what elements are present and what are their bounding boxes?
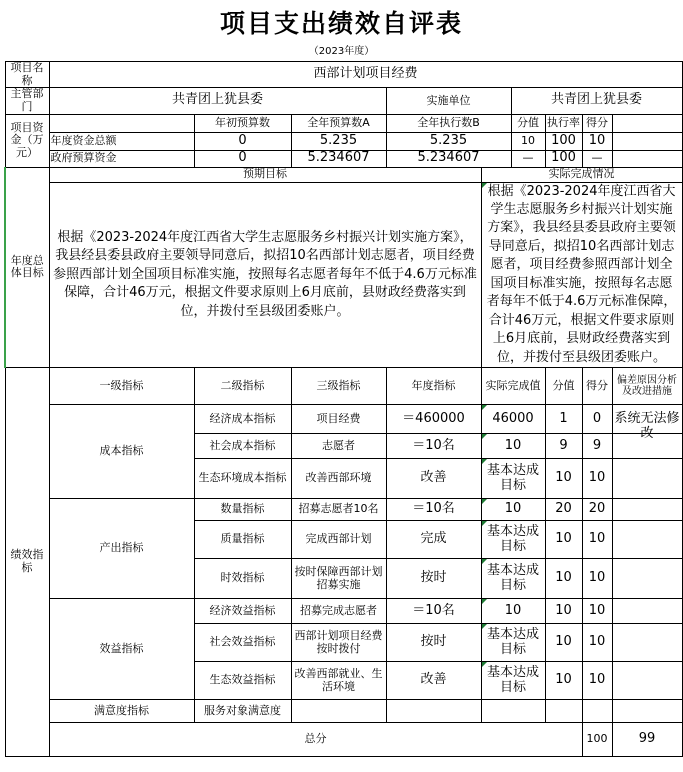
indicator-l2: 数量指标 (194, 499, 291, 521)
goal-content-row (5, 182, 682, 368)
indicator-l2-satisfaction: 服务对象满意度 (194, 700, 291, 723)
indicator-l2: 生态效益指标 (194, 662, 291, 700)
funds-initial[interactable]: 0 (194, 150, 291, 167)
total-score[interactable]: 100 (582, 723, 612, 757)
indicator-reason[interactable] (612, 624, 682, 662)
dept-value[interactable]: 共青团上犹县委 (49, 88, 386, 114)
indicator-l3 (291, 700, 386, 723)
indicator-score[interactable]: 9 (545, 434, 582, 459)
indicator-l3: 完成西部计划 (291, 521, 386, 559)
indicator-l2: 社会成本指标 (194, 434, 291, 459)
funds-header-rate: 执行率 (545, 114, 582, 132)
funds-blank (612, 150, 682, 167)
indicator-gained[interactable]: 20 (582, 499, 612, 521)
indicator-reason[interactable] (612, 700, 682, 723)
indicator-actual[interactable]: 基本达成目标 (481, 459, 545, 499)
goal-expected-header: 预期目标 (49, 167, 481, 182)
indicator-target[interactable]: ＝460000 (386, 405, 481, 434)
indicator-gained[interactable]: 0 (582, 405, 612, 434)
indicator-l2: 社会效益指标 (194, 624, 291, 662)
indicator-reason[interactable]: 系统无法修改 (612, 405, 682, 434)
perf-header-l3: 三级指标 (291, 368, 386, 405)
indicator-reason[interactable] (612, 559, 682, 599)
funds-header-budget: 全年预算数A (291, 114, 386, 132)
dept-row (5, 88, 682, 114)
year-label: （2023年度） (308, 46, 375, 57)
indicator-gained[interactable]: 10 (582, 459, 612, 499)
indicator-l2: 质量指标 (194, 521, 291, 559)
funds-header-executed: 全年执行数B (386, 114, 511, 132)
funds-header-initial: 年初预算数 (194, 114, 291, 132)
perf-label: 绩效指标 (5, 368, 49, 757)
indicator-score[interactable]: 10 (545, 624, 582, 662)
indicator-score[interactable]: 20 (545, 499, 582, 521)
goal-expected-text[interactable]: 根据《2023-2024年度江西省大学生志愿服务乡村振兴计划实施方案》，我县经县委县政府主要领导同意后，拟招10名西部计划志愿者，项目经费参照西部计划全国项目标准实施，按照每名志愿者每年不低于4.6万元标准保障，合计46万元，根据文件要求原则上6月底前，县财政经费落实到位，并拨付至县级团委账户。 (49, 182, 481, 368)
perf-header-l2: 二级指标 (194, 368, 291, 405)
funds-blank (612, 132, 682, 150)
funds-rate[interactable]: 100 (545, 150, 582, 167)
indicator-target[interactable] (386, 700, 481, 723)
indicator-reason[interactable] (612, 499, 682, 521)
indicator-l3: 改善西部环境 (291, 459, 386, 499)
funds-rate[interactable]: 100 (545, 132, 582, 150)
indicator-actual[interactable]: 基本达成目标 (481, 559, 545, 599)
indicator-gained[interactable] (582, 700, 612, 723)
indicator-score[interactable] (545, 700, 582, 723)
indicator-actual[interactable]: 10 (481, 434, 545, 459)
perf-header-actual: 实际完成值 (481, 368, 545, 405)
perf-header-l1: 一级指标 (49, 368, 194, 405)
indicator-row (5, 599, 682, 624)
page-title: 项目支出绩效自评表 (219, 9, 463, 38)
indicator-reason[interactable] (612, 521, 682, 559)
perf-header-row (5, 368, 682, 405)
indicator-score[interactable]: 10 (545, 459, 582, 499)
goal-label: 年度总体目标 (5, 167, 49, 368)
funds-row-gov (5, 150, 682, 167)
indicator-gained[interactable]: 10 (582, 599, 612, 624)
indicator-l1-satisfaction: 满意度指标 (49, 700, 194, 723)
funds-row-total (5, 132, 682, 150)
indicator-gained[interactable]: 9 (582, 434, 612, 459)
funds-executed[interactable]: 5.235 (386, 132, 511, 150)
indicator-l3: 按时保障西部计划招募实施 (291, 559, 386, 599)
project-row (5, 62, 682, 88)
indicator-target[interactable]: 完成 (386, 521, 481, 559)
indicator-score[interactable]: 10 (545, 599, 582, 624)
indicator-gained[interactable]: 10 (582, 662, 612, 700)
indicator-actual[interactable]: 10 (481, 499, 545, 521)
indicator-l1-benefit: 效益指标 (49, 599, 194, 700)
indicator-actual[interactable]: 10 (481, 599, 545, 624)
indicator-l3: 志愿者 (291, 434, 386, 459)
indicator-actual[interactable]: 基本达成目标 (481, 624, 545, 662)
funds-label: 项目资金（万元） (5, 114, 49, 167)
total-row (5, 723, 682, 757)
perf-header-reason: 偏差原因分析及改进措施 (612, 368, 682, 405)
indicator-score[interactable]: 1 (545, 405, 582, 434)
funds-score[interactable]: — (511, 150, 545, 167)
total-gained[interactable]: 99 (612, 723, 682, 757)
indicator-l3: 改善西部就业、生活环境 (291, 662, 386, 700)
goal-actual-header: 实际完成情况 (481, 167, 682, 182)
perf-header-target: 年度指标 (386, 368, 481, 405)
indicator-actual[interactable] (481, 700, 545, 723)
goal-actual-text[interactable]: 根据《2023-2024年度江西省大学生志愿服务乡村振兴计划实施方案》，我县经县委县政府主要领导同意后，拟招10名西部计划志愿者，项目经费参照西部计划全国项目标准实施，按照每名志愿者每年不低于4.6万元标准保障，合计46万元，根据文件要求原则上6月底前，县财政经费落实到位，并拨付至县级团委账户。 (481, 182, 682, 368)
funds-header-score: 分值 (511, 114, 545, 132)
indicator-gained[interactable]: 10 (582, 559, 612, 599)
satisfaction-row (5, 700, 682, 723)
indicator-gained[interactable]: 10 (582, 521, 612, 559)
project-name-value[interactable]: 西部计划项目经费 (49, 62, 682, 88)
indicator-l3: 项目经费 (291, 405, 386, 434)
indicator-l2: 生态环境成本指标 (194, 459, 291, 499)
indicator-l1-cost: 成本指标 (49, 405, 194, 499)
indicator-target[interactable]: 改善 (386, 662, 481, 700)
indicator-target[interactable]: 改善 (386, 459, 481, 499)
indicator-score[interactable]: 10 (545, 559, 582, 599)
indicator-l3: 西部计划项目经费按时拨付 (291, 624, 386, 662)
indicator-l2: 经济效益指标 (194, 599, 291, 624)
total-label: 总分 (49, 723, 582, 757)
indicator-l2: 经济成本指标 (194, 405, 291, 434)
funds-score[interactable]: 10 (511, 132, 545, 150)
indicator-target[interactable]: ＝10名 (386, 434, 481, 459)
funds-header-row (5, 114, 682, 132)
indicator-l2: 时效指标 (194, 559, 291, 599)
funds-gained[interactable]: — (582, 150, 612, 167)
indicator-gained[interactable]: 10 (582, 624, 612, 662)
funds-budget[interactable]: 5.235 (291, 132, 386, 150)
perf-header-gained: 得分 (582, 368, 612, 405)
indicator-reason[interactable] (612, 459, 682, 499)
funds-executed[interactable]: 5.234607 (386, 150, 511, 167)
indicator-actual[interactable]: 46000 (481, 405, 545, 434)
indicator-reason[interactable] (612, 599, 682, 624)
indicator-score[interactable]: 10 (545, 521, 582, 559)
funds-row-name: 政府预算资金 (49, 150, 194, 167)
unit-label: 实施单位 (386, 88, 511, 114)
indicator-score[interactable]: 10 (545, 662, 582, 700)
indicator-target[interactable]: ＝10名 (386, 499, 481, 521)
funds-initial[interactable]: 0 (194, 132, 291, 150)
funds-header-gained: 得分 (582, 114, 612, 132)
indicator-reason[interactable] (612, 662, 682, 700)
funds-header-blank (612, 114, 682, 132)
dept-label: 主管部门 (5, 88, 49, 114)
indicator-target[interactable]: 按时 (386, 624, 481, 662)
indicator-target[interactable]: ＝10名 (386, 599, 481, 624)
indicator-l3: 招募志愿者10名 (291, 499, 386, 521)
funds-budget[interactable]: 5.234607 (291, 150, 386, 167)
indicator-row (5, 499, 682, 521)
evaluation-table (4, 61, 683, 757)
goal-header-row (5, 167, 682, 182)
funds-row-name: 年度资金总额 (49, 132, 194, 150)
indicator-l3: 招募完成志愿者 (291, 599, 386, 624)
indicator-actual[interactable]: 基本达成目标 (481, 662, 545, 700)
funds-gained[interactable]: 10 (582, 132, 612, 150)
indicator-target[interactable]: 按时 (386, 559, 481, 599)
unit-value[interactable]: 共青团上犹县委 (511, 88, 682, 114)
indicator-l1-output: 产出指标 (49, 499, 194, 599)
indicator-row (5, 405, 682, 434)
funds-blank-header (49, 114, 194, 132)
project-name-label: 项目名称 (5, 62, 49, 88)
indicator-actual[interactable]: 基本达成目标 (481, 521, 545, 559)
perf-header-score: 分值 (545, 368, 582, 405)
